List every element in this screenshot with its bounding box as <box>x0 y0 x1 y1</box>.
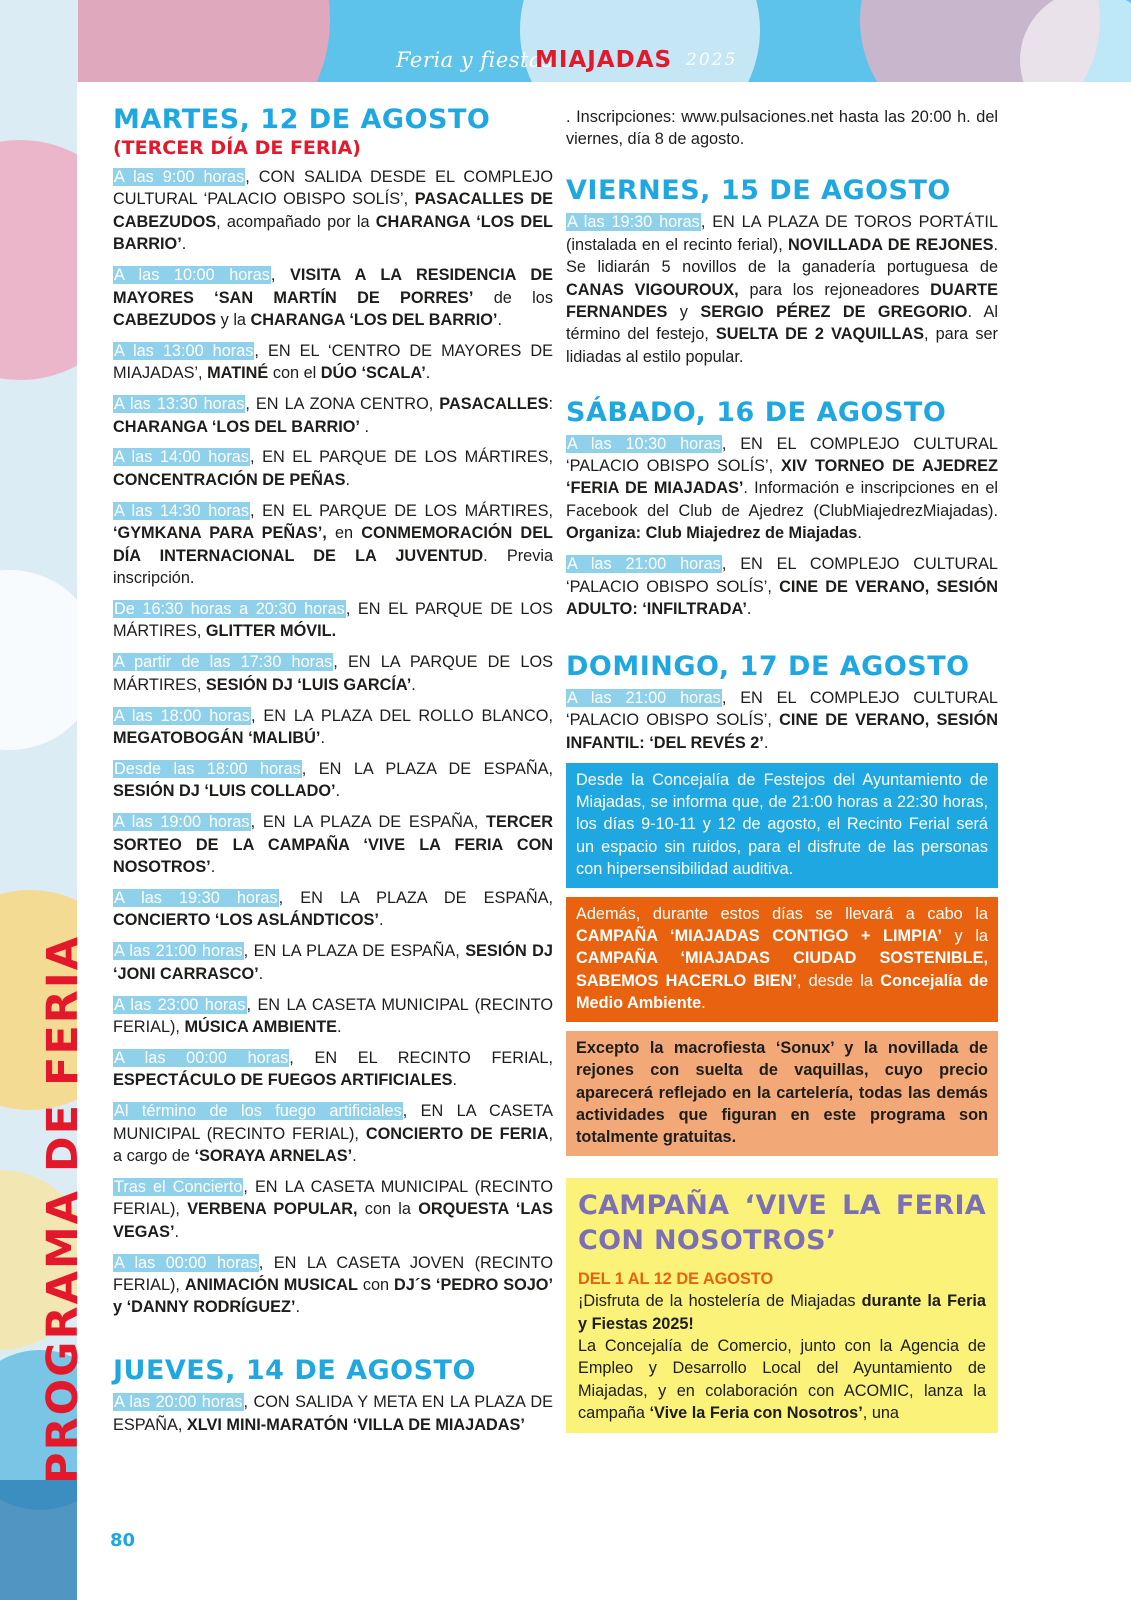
campaign-title: CAMPAÑA ‘VIVE LA FERIA CON NOSOTROS’ <box>578 1189 986 1256</box>
event-time: Desde las 18:00 horas <box>114 759 301 778</box>
campaign-dates: DEL 1 AL 12 DE AGOSTO <box>578 1269 774 1288</box>
event-item: A las 21:00 horas, EN LA PLAZA DE ESPAÑA, SESIÓN DJ ‘JONI CARRASCO’. <box>113 942 553 983</box>
event-time: A las 20:00 horas <box>114 1393 243 1412</box>
page-number: 80 <box>110 1530 136 1551</box>
event-time: A las 19:00 horas <box>114 813 250 832</box>
event-item: A las 14:30 horas, EN EL PARQUE DE LOS MÁRTIRES, ‘GYMKANA PARA PEÑAS’, en CONMEMORACIÓN DEL DÍA INTERNACIONAL DE LA JUVENTUD. Previa inscripción. <box>113 501 554 587</box>
event-item: A las 19:00 horas, EN LA PLAZA DE ESPAÑA, TERCER SORTEO DE LA CAMPAÑA ‘VIVE LA FERIA CON NOSOTROS’. <box>113 813 553 876</box>
day-heading-viernes: VIERNES, 15 DE AGOSTO <box>566 175 951 207</box>
event-time: A las 00:00 horas <box>114 1048 289 1067</box>
event-time: A las 9:00 horas <box>114 168 245 186</box>
day-heading-jueves: JUEVES, 14 DE AGOSTO <box>113 1355 476 1387</box>
event-time: A las 13:30 horas <box>114 395 245 414</box>
notice-quiet-hours: Desde la Concejalía de Festejos del Ayuntamiento de Miajadas, se informa que, de 21:00 horas a 22:30 horas, los días 9-10-11 y 12 de agosto, el Recinto Ferial será un espacio sin ruidos, para el disfrute de las personas con hipersensibilidad auditiva. <box>566 763 998 888</box>
event-item-continued: . Inscripciones: www.pulsaciones.net hasta las 20:00 h. del viernes, día 8 de agosto. <box>566 108 998 149</box>
campaign-paragraph: La Concejalía de Comercio, junto con la Agencia de Empleo y Desarrollo Local del Ayuntamiento de Miajadas, y en colaboración con ACOMIC, lanza la campaña ‘Vive la Feria con Nosotros’, una <box>578 1336 986 1423</box>
event-item: A las 20:00 horas, CON SALIDA Y META EN LA PLAZA DE ESPAÑA, XLVI MINI-MARATÓN ‘VILLA DE MIAJADAS’ <box>113 1393 553 1434</box>
header-year: 2025 <box>686 50 738 70</box>
left-column <box>113 104 553 1445</box>
event-time: A las 10:00 horas <box>114 266 270 285</box>
event-time: A las 21:00 horas <box>567 555 721 574</box>
event-item: A las 19:30 horas, EN LA PLAZA DE ESPAÑA, CONCIERTO ‘LOS ASLÁNDTICOS’. <box>113 888 553 930</box>
day-heading-sabado: SÁBADO, 16 DE AGOSTO <box>566 396 947 428</box>
header-town: MIAJADAS <box>535 47 673 73</box>
event-item: A las 21:00 horas, EN EL COMPLEJO CULTURAL ‘PALACIO OBISPO SOLÍS’, CINE DE VERANO, SESIÓN INFANTIL: ‘DEL REVÉS 2’. <box>566 688 999 752</box>
header-festival-script: Feria y fiestas <box>396 48 554 72</box>
event-time: A las 23:00 horas <box>114 995 246 1014</box>
event-time: De 16:30 horas a 20:30 horas <box>114 599 345 618</box>
side-title: PROGRAMA DE FERIA <box>38 934 88 1484</box>
event-item: A las 00:00 horas, EN EL RECINTO FERIAL, ESPECTÁCULO DE FUEGOS ARTIFICIALES. <box>113 1048 553 1090</box>
event-item: A las 23:00 horas, EN LA CASETA MUNICIPAL (RECINTO FERIAL), MÚSICA AMBIENTE. <box>113 995 553 1036</box>
event-item: A las 13:00 horas, EN EL ‘CENTRO DE MAYORES DE MIAJADAS’, MATINÉ con el DÚO ‘SCALA’. <box>113 341 553 383</box>
event-time: A las 10:30 horas <box>567 434 721 453</box>
event-time: A las 21:00 horas <box>114 942 243 961</box>
event-item: Desde las 18:00 horas, EN LA PLAZA DE ESPAÑA, SESIÓN DJ ‘LUIS COLLADO’. <box>113 759 553 801</box>
event-item: A las 13:30 horas, EN LA ZONA CENTRO, PASACALLES: CHARANGA ‘LOS DEL BARRIO’ . <box>113 395 553 436</box>
day-heading-domingo: DOMINGO, 17 DE AGOSTO <box>566 650 970 682</box>
event-item: A las 21:00 horas, EN EL COMPLEJO CULTURAL ‘PALACIO OBISPO SOLÍS’, CINE DE VERANO, SESIÓN ADULTO: ‘INFILTRADA’. <box>566 555 999 618</box>
campaign-paragraph: ¡Disfruta de la hostelería de Miajadas durante la Feria y Fiestas 2025! <box>578 1292 986 1333</box>
event-time: A las 14:30 horas <box>114 501 249 520</box>
campaign-box <box>566 1178 998 1433</box>
notice-environment-campaign: Además, durante estos días se llevará a cabo la CAMPAÑA ‘MIAJADAS CONTIGO + LIMPIA’ y la CAMPAÑA ‘MIAJADAS CIUDAD SOSTENIBLE, SABEMOS HACERLO BIEN’, desde la Concejalía de Medio Ambiente. <box>566 897 998 1022</box>
right-column <box>566 106 998 1442</box>
event-item: A las 18:00 horas, EN LA PLAZA DEL ROLLO BLANCO, MEGATOBOGÁN ‘MALIBÚ’. <box>113 706 553 747</box>
event-item: A las 19:30 horas, EN LA PLAZA DE TOROS PORTÁTIL (instalada en el recinto ferial), NOVILLADA DE REJONES. Se lidiarán 5 novillos de la ganadería portuguesa de CANAS VIGOUROUX, para los rejoneadores DUARTE FERNANDES y SERGIO PÉREZ DE GREGORIO. Al término del festejo, SUELTA DE 2 VAQUILLAS, para ser lidiadas al estilo popular. <box>566 213 999 366</box>
event-time: A partir de las 17:30 horas <box>114 653 333 672</box>
event-time: A las 00:00 horas <box>114 1253 258 1272</box>
event-time: Al término de los fuego artificiales <box>114 1102 402 1121</box>
event-time: A las 19:30 horas <box>567 213 700 232</box>
event-time: Tras el Concierto <box>114 1177 243 1196</box>
event-item: A las 14:00 horas, EN EL PARQUE DE LOS MÁRTIRES, CONCENTRACIÓN DE PEÑAS. <box>113 448 553 489</box>
event-time: A las 18:00 horas <box>114 706 250 725</box>
event-item: A las 10:30 horas, EN EL COMPLEJO CULTURAL ‘PALACIO OBISPO SOLÍS’, XIV TORNEO DE AJEDREZ ‘FERIA DE MIAJADAS’. Información e inscripciones en el Facebook del Club de Ajedrez (ClubMiajedrezMiajadas). Organiza: Club Miajedrez de Miajadas. <box>566 434 998 543</box>
event-item: A las 9:00 horas, CON SALIDA DESDE EL COMPLEJO CULTURAL ‘PALACIO OBISPO SOLÍS’, PASACALLES DE CABEZUDOS, acompañado por la CHARANGA ‘LOS DEL BARRIO’. <box>113 168 554 254</box>
event-item: Al término de los fuego artificiales, EN LA CASETA MUNICIPAL (RECINTO FERIAL), CONCIERTO DE FERIA, a cargo de ‘SORAYA ARNELAS’. <box>113 1102 553 1165</box>
event-item: A las 10:00 horas, VISITA A LA RESIDENCIA DE MAYORES ‘SAN MARTÍN DE PORRES’ de los CABEZUDOS y la CHARANGA ‘LOS DEL BARRIO’. <box>113 266 553 329</box>
event-item: Tras el Concierto, EN LA CASETA MUNICIPAL (RECINTO FERIAL), VERBENA POPULAR, con la ORQUESTA ‘LAS VEGAS’. <box>113 1177 554 1241</box>
event-time: A las 14:00 horas <box>114 448 249 467</box>
event-time: A las 13:00 horas <box>114 341 254 360</box>
event-item: A partir de las 17:30 horas, EN LA PARQUE DE LOS MÁRTIRES, SESIÓN DJ ‘LUIS GARCÍA’. <box>113 653 553 694</box>
event-time: A las 19:30 horas <box>114 888 278 907</box>
notice-free-activities: Excepto la macrofiesta ‘Sonux’ y la novillada de rejones con suelta de vaquillas, cuyo precio aparecerá reflejado en la cartelería, todas las demás actividades que figuran en este programa son totalmente gratuitas. <box>566 1031 998 1156</box>
event-item: A las 00:00 horas, EN LA CASETA JOVEN (RECINTO FERIAL), ANIMACIÓN MUSICAL con DJ´S ‘PEDRO SOJO’ y ‘DANNY RODRÍGUEZ’. <box>113 1253 553 1317</box>
page-header <box>0 40 1131 84</box>
day-heading-martes: MARTES, 12 DE AGOSTO <box>113 104 491 135</box>
day-subtitle-martes: (TERCER DÍA DE FERIA) <box>113 137 361 159</box>
event-time: A las 21:00 horas <box>567 688 721 707</box>
event-item: De 16:30 horas a 20:30 horas, EN EL PARQUE DE LOS MÁRTIRES, GLITTER MÓVIL. <box>113 599 554 641</box>
